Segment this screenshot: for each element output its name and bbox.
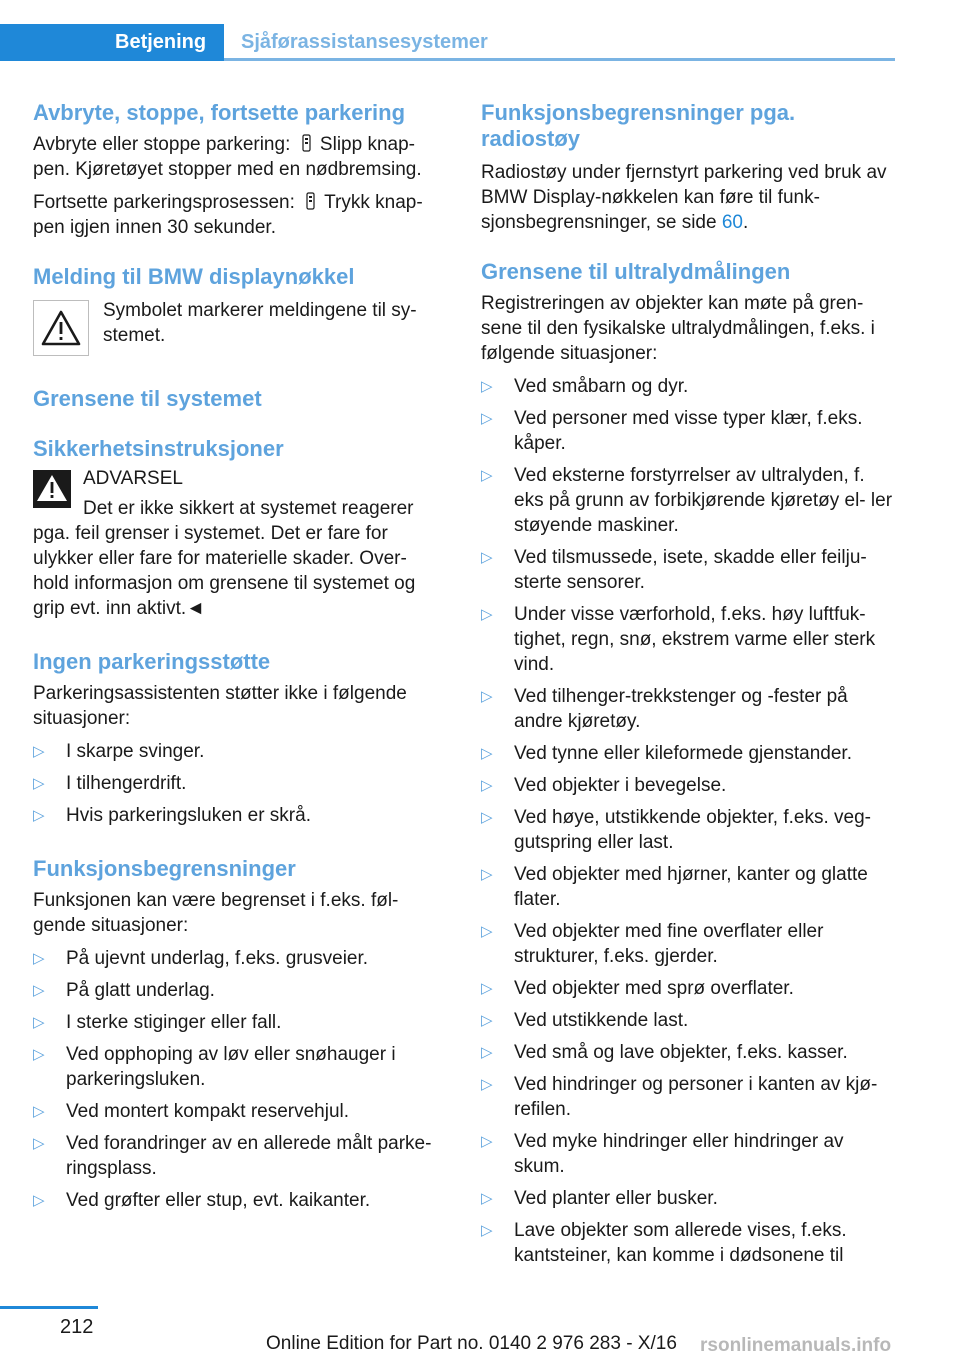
right-column bbox=[481, 100, 896, 1268]
watermark: rsonlinemanuals.info bbox=[700, 1335, 892, 1356]
paragraph-melding: Symbolet markerer meldingene til sy‐ stemet. bbox=[103, 300, 417, 346]
list-item: ▷ Ved tilhenger-trekkstenger og -fester på andre kjøretøy. bbox=[481, 684, 896, 734]
section-tab[interactable]: Sjåførassistansesystemer bbox=[241, 31, 488, 53]
list-item: ▷ Ved objekter med sprø overflater. bbox=[481, 976, 896, 1001]
warning-text: Det er ikke sikkert at systemet reagerer pga. feil grenser i systemet. Det er fare for ulykker eller fare for materielle skader. Over‐ hold informasjon om grensene til systemet og grip evt. inn aktivt.◄ bbox=[33, 498, 416, 619]
list-item: ▷ Ved utstikkende last. bbox=[481, 1008, 896, 1033]
list-item: ▷ På ujevnt underlag, f.eks. grusveier. bbox=[33, 946, 445, 971]
text-avbryte-1b: Slipp knap‐ pen. Kjøretøyet stopper med en nødbremsing. bbox=[33, 134, 422, 180]
text-radio: Radiostøy under fjernstyrt parkering ved bruk av BMW Display-nøkkelen kan føre til funk‐ sjonsbegrensninger, se side bbox=[481, 162, 887, 233]
list-ultra bbox=[481, 374, 896, 1268]
paragraph-ultra: Registreringen av objekter kan møte på gren‐ sene til den fysikalske ultralydmålingen, f.eks. i følgende situasjoner: bbox=[481, 293, 875, 364]
list-item: ▷ Ved myke hindringer eller hindringer av skum. bbox=[481, 1129, 896, 1179]
list-item: ▷ Ved objekter i bevegelse. bbox=[481, 773, 896, 798]
key-button-icon bbox=[302, 134, 311, 152]
list-item: ▷ Ved opphoping av løv eller snøhauger i parkeringsluken. bbox=[33, 1042, 445, 1092]
list-item: ▷ Ved tynne eller kileformede gjenstander. bbox=[481, 741, 896, 766]
text-avbryte-2a: Fortsette parkeringsprosessen: bbox=[33, 192, 295, 213]
list-item: ▷ Under visse værforhold, f.eks. høy luftfuk‐ tighet, regn, snø, ekstrem varme eller sterk vind. bbox=[481, 602, 896, 677]
paragraph-funk: Funksjonen kan være begrenset i f.eks. føl‐ gende situasjoner: bbox=[33, 890, 399, 936]
list-ingen bbox=[33, 739, 445, 828]
list-item: ▷ Lave objekter som allerede vises, f.eks. kantsteiner, kan komme i dødsonene til bbox=[481, 1218, 896, 1268]
list-item: ▷ Ved personer med visse typer klær, f.eks. kåper. bbox=[481, 406, 896, 456]
page-number: 212 bbox=[60, 1316, 94, 1338]
chapter-tab[interactable]: Betjening bbox=[0, 24, 224, 61]
list-item: ▷ Ved objekter med hjørner, kanter og glatte flater. bbox=[481, 862, 896, 912]
text-avbryte-1a: Avbryte eller stoppe parkering: bbox=[33, 134, 291, 155]
list-item: ▷ Ved høye, utstikkende objekter, f.eks. veg‐ gutspring eller last. bbox=[481, 805, 896, 855]
list-item: ▷ I skarpe svinger. bbox=[33, 739, 445, 764]
text-radio-end: . bbox=[742, 212, 749, 233]
heading-grensene: Grensene til systemet bbox=[33, 386, 262, 411]
paragraph-ingen: Parkeringsassistenten støtter ikke i følgende situasjoner: bbox=[33, 683, 407, 729]
page-header bbox=[0, 24, 895, 61]
header-rule bbox=[224, 58, 895, 61]
list-item: ▷ I sterke stiginger eller fall. bbox=[33, 1010, 445, 1035]
list-funk bbox=[33, 946, 445, 1213]
warning-symbol-box bbox=[33, 300, 89, 356]
list-item: ▷ Hvis parkeringsluken er skrå. bbox=[33, 803, 445, 828]
footer-rule bbox=[0, 1306, 98, 1309]
edition-text: Online Edition for Part no. 0140 2 976 283 - X/16 bbox=[266, 1333, 677, 1354]
list-item: ▷ Ved tilsmussede, isete, skadde eller feilju‐ sterte sensorer. bbox=[481, 545, 896, 595]
list-item: ▷ Ved grøfter eller stup, evt. kaikanter. bbox=[33, 1188, 445, 1213]
paragraph-radio bbox=[481, 160, 896, 235]
heading-funk: Funksjonsbegrensninger bbox=[33, 856, 296, 881]
list-item: ▷ Ved små og lave objekter, f.eks. kasser. bbox=[481, 1040, 896, 1065]
heading-sikkerhet: Sikkerhetsinstruksjoner bbox=[33, 436, 284, 461]
key-button-icon bbox=[306, 192, 315, 210]
list-item: ▷ Ved objekter med fine overflater eller strukturer, f.eks. gjerder. bbox=[481, 919, 896, 969]
warning-solid-icon bbox=[33, 470, 71, 508]
list-item: ▷ Ved hindringer og personer i kanten av kjø‐ refilen. bbox=[481, 1072, 896, 1122]
symbol-row bbox=[33, 300, 445, 356]
list-item: ▷ Ved planter eller busker. bbox=[481, 1186, 896, 1211]
list-item: ▷ Ved småbarn og dyr. bbox=[481, 374, 896, 399]
heading-avbryte: Avbryte, stoppe, fortsette parkering bbox=[33, 100, 406, 125]
list-item: ▷ Ved eksterne forstyrrelser av ultralyden, f. eks på grunn av forbikjørende kjøretøy el‐ ler støyende maskiner. bbox=[481, 463, 896, 538]
list-item: ▷ Ved forandringer av en allerede målt parke‐ ringsplass. bbox=[33, 1131, 445, 1181]
warning-triangle-icon bbox=[40, 309, 82, 347]
warning-title: ADVARSEL bbox=[83, 468, 183, 489]
heading-radio: Funksjonsbegrensninger pga. radiostøy bbox=[481, 100, 796, 151]
paragraph-avbryte-2 bbox=[33, 190, 445, 240]
page-link[interactable]: 60 bbox=[721, 212, 743, 233]
left-column bbox=[33, 100, 445, 1213]
heading-ingen: Ingen parkeringsstøtte bbox=[33, 649, 271, 674]
paragraph-avbryte-1 bbox=[33, 132, 445, 182]
text-avbryte-2b: Trykk knap‐ pen igjen innen 30 sekunder. bbox=[33, 192, 423, 238]
list-item: ▷ Ved montert kompakt reservehjul. bbox=[33, 1099, 445, 1124]
list-item: ▷ På glatt underlag. bbox=[33, 978, 445, 1003]
heading-ultra: Grensene til ultralydmålingen bbox=[481, 259, 791, 284]
heading-melding: Melding til BMW displaynøkkel bbox=[33, 264, 355, 289]
list-item: ▷ I tilhengerdrift. bbox=[33, 771, 445, 796]
